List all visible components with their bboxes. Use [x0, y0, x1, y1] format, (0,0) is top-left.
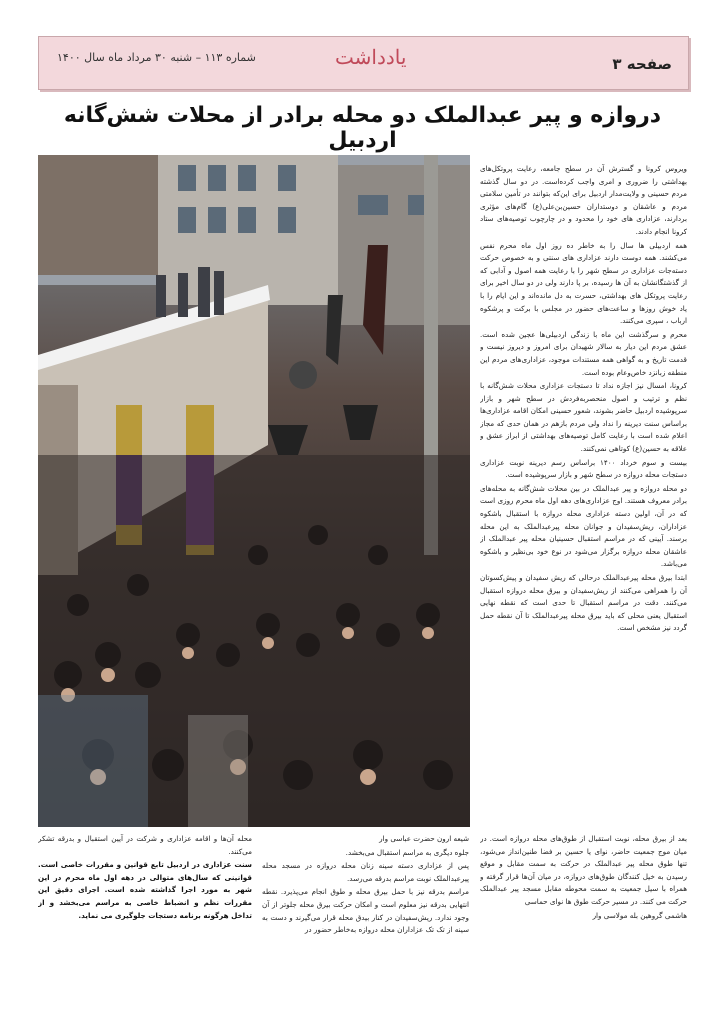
- body-paragraph: ابتدا بیرق محله پیرعبدالملک درحالی که ریش سفیدان و پیش‌کسوتان آن را همراهی می‌کنند از ریش‌سفیدان و بیرق محله دروازه استقبال می‌کنند. دقت در مراسم استقبال تا حدی است که نقطه نهایی استقبال یعنی محلی که باید بیرق محله پیرعبدالملک تا آن نقطه حمل گردد نیز مشخص است.: [480, 573, 687, 633]
- bottom-column-left: [38, 833, 252, 983]
- body-paragraph: دو محله دروازه و پیر عبدالملک در بین محلات شش‌گانه به محله‌های برادر معروف هستند. اوج عزاداری‌های دهه اول ماه محرم روزی است که در آن، اولین دسته عزاداری محله دروازه با استقبال باشکوه عزاداران، ریش‌سفیدان و جوانان محله پیرعبدالملک به این محله برسند. آیینی که در مراسم استقبال حسینیان محله پیر عبدالملک از عاشقان محله دروازه برگزار می‌شود در نوع خود بی‌نظیر و باشکوه می‌باشد.: [480, 483, 687, 569]
- body-paragraph: محله آن‌ها و اقامه عزاداری و شرکت در آیین استقبال و بدرقه تشکر می‌کنند.: [38, 834, 252, 856]
- poem-line: شیعه ارون حضرت عباسی وار: [379, 834, 469, 843]
- mourning-procession-photo: [38, 155, 470, 827]
- body-paragraph: جلوه دیگری به مراسم استقبال می‌بخشد.: [345, 847, 469, 857]
- body-paragraph: بیست و سوم خرداد ۱۴۰۰ براساس رسم دیرینه نوبت عزاداری دستجات محله دروازه در سطح شهر و بازار سرپوشیده است.: [480, 457, 687, 480]
- body-paragraph: پس از عزاداری دسته سینه زنان محله دروازه در مسجد محله پیرعبدالملک نوبت مراسم بدرقه می‌رسد.: [262, 861, 469, 883]
- body-paragraph: کرونا، امسال نیز اجازه نداد تا دستجات عزاداری محلات شش‌گانه با نظم و ترتیب و اصول منحصربه‌فردش در سطح شهر و بازار سرپوشیده اردبیل حاضر بشوند، شعور حسینی امکان اقامه عزاداری‌ها براساس سنت دیرینه را نداد ولی مردم بازهم در همان حدی که مجاز اعلام شده است با رعایت کامل توصیه‌های بهداشتی از ابراز عشق و علاقه به حسین(ع) کوتاهی نمی‌کنند.: [480, 381, 687, 454]
- body-paragraph: بعد از بیرق محله، نوبت استقبال از طوق‌های محله دروازه است. در میان موج جمعیت حاضر، نوای یا حسین بر فضا طنین‌انداز می‌شود، تنها طوق محله پیر عبدالملک در حرکت به سمت مقابل و موقع رسیدن به خیل کنندگان طوق‌های دروازه، در میان آن‌ها قرار گرفته و همراه با سیل جمعیت به سمت محوطه مقابل مسجد پیر عبدالملک حرکت می کنند. در مسیر حرکت طوق ها نوای حماسی: [480, 834, 687, 906]
- highlighted-paragraph: سنت عزاداری در اردبیل تابع قوانین و مقررات خاصی است. قوانینی که سال‌های متوالی در دهه اول ماه محرم در این شهر به مورد اجرا گذاشته شده است. اجرای دقیق این مقررات نظم و انضباط خاصی به مراسم می‌بخشد و از تداخل هرگونه برنامه دستجات جلوگیری می نماید.: [38, 860, 252, 920]
- article-headline: دروازه و پیر عبدالملک دو محله برادر از محلات شش‌گانه اردبیل: [63, 103, 662, 153]
- article-body-column: [480, 163, 687, 828]
- page-header-bar: [38, 36, 689, 90]
- page-number: صفحه ۳: [612, 55, 672, 73]
- body-paragraph: همه اردبیلی ها سال را به خاطر ده روز اول ماه محرم نفس می‌کشند. همه دوست دارند عزاداری های سنتی و به خصوص حرکت دسته‌جات عزاداری در سطح شهر را با رعایت همه اصول و آدابی که از گذشتگانشان به آن ها رسیده، بر پا دارند ولی در دو سال اخیر برای رعایت پروتکل های بهداشتی، حسرت به دل مانده‌اند و این ایام را با یاد خوش روزها و ساعت‌های حضور در مجلس با برکت و پرشکوه ارباب ، سپری می‌کنند.: [480, 240, 687, 326]
- photo-illustration: [38, 155, 470, 827]
- body-paragraph: محرم و سرگذشت این ماه با زندگی اردبیلی‌ها عجین شده است. عشق مردم این دیار به سالار شهیدان برای امروز و دیروز نیست و قدمت تاریخ و به گواهی همه مستندات موجود، عزاداری‌های مردم این منطقه زبانزد خاص‌وعام بوده است.: [480, 329, 687, 377]
- body-paragraph: ویروس کرونا و گسترش آن در سطح جامعه، رعایت پروتکل‌های بهداشتی را ضروری و امری واجب کرده‌است. در دو سال گذشته مردم حسینی و ولایت‌مدار اردبیل برای این‌که بتوانند در تأمین سلامتی مردم و عاشقان و دوستداران حسین‌بن‌علی(ع) گام‌های مؤثری بردارند، عزاداری های خود را محدود و در چارچوب توصیه‌های ستاد کرونا انجام دادند.: [480, 164, 687, 236]
- issue-info: شماره ۱۱۳ – شنبه ۳۰ مرداد ماه سال ۱۴۰۰: [57, 51, 256, 64]
- section-title: یادداشت: [335, 45, 407, 69]
- body-paragraph: مراسم بدرقه نیز با حمل بیرق محله و طوق انجام می‌پذیرد. نقطه انتهایی بدرقه نیز معلوم است و امکان حرکت بیرق محله جلوتر از آن وجود ندارد. ریش‌سفیدان در کنار بیدق محله قرار می‌گیرند و دست به سینه از تک تک عزاداران محله دروازه به‌خاطر حضور در: [262, 887, 469, 935]
- bottom-column-middle: [262, 833, 469, 983]
- bottom-column-right: [480, 833, 687, 983]
- poem-line: هاشمی گروهین بله مولاسی وار: [592, 910, 687, 920]
